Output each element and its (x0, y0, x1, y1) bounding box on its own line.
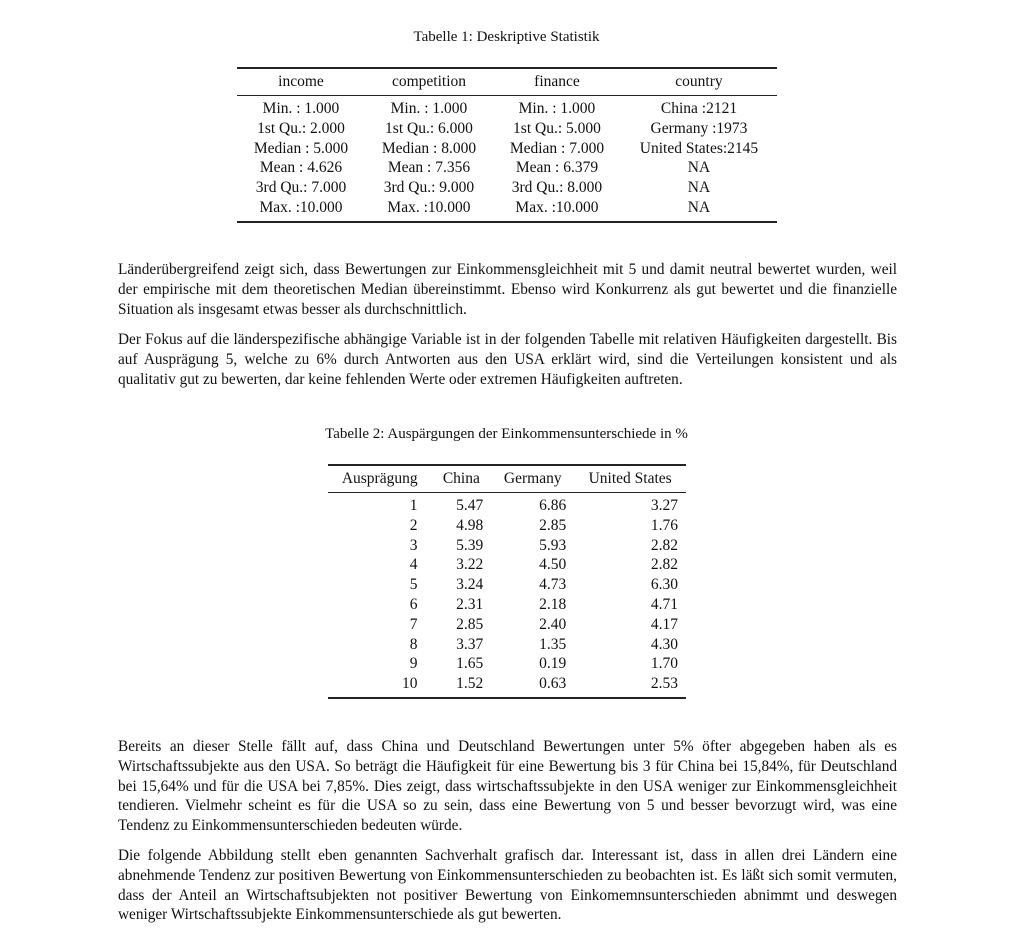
table-row (328, 635, 686, 655)
table-cell: Min. : 1.000 (518, 100, 596, 117)
table-row (328, 536, 686, 556)
table-cell: Max. :10.000 (365, 198, 493, 222)
column-header-competition: competition (365, 68, 493, 96)
column-header-auspraegung: Ausprägung (328, 465, 431, 493)
table-cell: 2.85 (456, 615, 484, 633)
table-cell: 1st Qu.: 6.000 (385, 119, 473, 137)
table-cell: Median : 5.000 (253, 139, 349, 157)
table-row (328, 654, 686, 674)
table2-caption: Tabelle 2: Auspärgungen der Einkommensunterschiede in % (325, 426, 688, 442)
paragraph-observation: Bereits an dieser Stelle fällt auf, dass China und Deutschland Bewertungen unter 5% öfter abgegeben haben als es Wirtschaftssubjekte aus den USA. So beträgt die Häufigkeit für eine Bewertung bis 3 für China bei 15,84%, für Deutschland bei 15,64% und für die USA bei 7,85%. Dies zeigt, dass wirtschaftssubjekte in den USA weniger zur Einkommensgleichheit tendieren. Vielmehr scheint es für die USA so zu sein, dass eine Bewertung von 5 und besser bevorzugt wird, was eine Tendenz zu Einkommensunterschieden bedeuten würde. (118, 738, 897, 835)
table-header-row (328, 465, 686, 493)
table-cell: 3.24 (456, 576, 484, 594)
table-cell: Median : 7.000 (509, 139, 605, 157)
table-cell: 5.93 (539, 536, 567, 554)
income-differences-table (328, 464, 686, 699)
table-row (328, 575, 686, 595)
table-cell: NA (621, 198, 777, 222)
table-cell: 1.52 (431, 674, 491, 698)
table-cell: 1st Qu.: 2.000 (257, 119, 345, 137)
table-cell: 6 (409, 595, 418, 613)
table-cell: 3rd Qu.: 9.000 (383, 179, 475, 197)
table-cell: United States:2145 (639, 139, 759, 157)
table-row (237, 198, 777, 222)
table-cell: 4.50 (539, 556, 567, 574)
column-header-income: income (237, 68, 365, 96)
table-row (328, 674, 686, 698)
table-cell: 1.76 (650, 516, 678, 534)
table-cell: 4.30 (650, 635, 678, 653)
table-cell: 3 (409, 536, 418, 554)
table-cell: 2.18 (539, 595, 567, 613)
table-cell: 3.22 (456, 556, 484, 574)
table-cell: 3rd Qu.: 8.000 (511, 179, 603, 197)
table-cell: 6.30 (650, 576, 678, 594)
table-cell: 2.40 (539, 615, 567, 633)
table-row (237, 96, 777, 119)
table-cell: Max. :10.000 (237, 198, 365, 222)
paragraph-summary: Länderübergreifend zeigt sich, dass Bewertungen zur Einkommensgleichheit mit 5 und damit neutral bewertet wurden, weil der empirische mit dem theoretischen Median übereinstimmt. Ebenso wird Konkurrenz als gut bewertet und die finanzielle Situation als insgesamt etwas besser als durchschnittlich. (118, 261, 897, 318)
column-header-china: China (431, 465, 491, 493)
table-cell: 0.63 (491, 674, 574, 698)
table-cell: Mean : 6.379 (515, 159, 599, 177)
paragraph-figure-intro: Die folgende Abbildung stellt eben genannten Sachverhalt grafisch dar. Interessant ist, dass in allen drei Ländern eine abnehmende Tendenz zur positiven Bewertung von Einkommensunterschieden zu beobachten ist. Es läßt sich somit vermuten, dass der Anteil an Wirtschaftsubjekten not positiver Bewertung von Einkomemnsunterschieden abnimmt und deswegen weniger Wirtschaftssubjekte Einkommensunterschiede als gut bewerten. (118, 847, 897, 924)
table-cell: 4.71 (650, 595, 678, 613)
table-cell: 4 (409, 556, 418, 574)
table-cell: 4.73 (539, 576, 567, 594)
table-cell: 0.19 (539, 655, 567, 673)
table1-caption: Tabelle 1: Deskriptive Statistik (413, 29, 600, 45)
table-row (328, 555, 686, 575)
table-cell: 5.47 (456, 497, 484, 514)
table-row (237, 139, 777, 159)
table-cell: China :2121 (660, 100, 738, 117)
table-cell: 3rd Qu.: 7.000 (255, 179, 347, 197)
table-cell: 1st Qu.: 5.000 (513, 119, 601, 137)
table-row (328, 516, 686, 536)
table-row (237, 119, 777, 139)
table-cell: 2.31 (456, 595, 484, 613)
table-cell: Median : 8.000 (381, 139, 477, 157)
table-cell: 2.53 (574, 674, 686, 698)
table-cell: Germany :1973 (650, 119, 748, 137)
table-cell: 10 (328, 674, 431, 698)
table-cell: 6.86 (539, 497, 567, 514)
table-cell: 3.37 (456, 635, 484, 653)
table-cell: 4.98 (456, 516, 484, 534)
column-header-united-states: United States (574, 465, 686, 493)
table-cell: Mean : 7.356 (387, 159, 471, 177)
table-cell: 2.82 (650, 536, 678, 554)
table-cell: 1.70 (650, 655, 678, 673)
table-cell: Mean : 4.626 (259, 159, 343, 177)
table-cell: Min. : 1.000 (262, 100, 340, 117)
table-row (237, 158, 777, 178)
table-cell: Min. : 1.000 (390, 100, 468, 117)
table-cell: 4.17 (650, 615, 678, 633)
table-cell: 1.65 (456, 655, 484, 673)
table-cell: 5.39 (456, 536, 484, 554)
table-row (328, 493, 686, 516)
paragraph-focus: Der Fokus auf die länderspezifische abhängige Variable ist in der folgenden Tabelle mit relativen Häufigkeiten dargestellt. Bis auf Ausprägung 5, welche zu 6% durch Antworten aus den USA erklärt wird, sind die Verteilungen konsistent und als qualitativ gut zu bewerten, dar keine fehlenden Werte oder extremen Häufigkeiten auftreten. (118, 331, 897, 388)
table-cell: 8 (409, 635, 418, 653)
table-cell: NA (687, 159, 711, 177)
column-header-germany: Germany (491, 465, 574, 493)
table-cell: 1 (409, 497, 418, 514)
table-cell: NA (687, 179, 711, 197)
table-row (328, 615, 686, 635)
descriptive-statistics-table (237, 67, 777, 223)
column-header-country: country (621, 68, 777, 96)
table-cell: 3.27 (650, 497, 678, 514)
table-cell: 5 (409, 576, 418, 594)
table-cell: 1.35 (539, 635, 567, 653)
table-row (328, 595, 686, 615)
table-cell: Max. :10.000 (493, 198, 621, 222)
table-cell: 7 (409, 615, 418, 633)
column-header-finance: finance (493, 68, 621, 96)
table-cell: 9 (409, 655, 418, 673)
table-row (237, 178, 777, 198)
table-cell: 2.85 (539, 516, 567, 534)
table-header-row (237, 68, 777, 96)
table-cell: 2.82 (650, 556, 678, 574)
table-cell: 2 (409, 516, 418, 534)
